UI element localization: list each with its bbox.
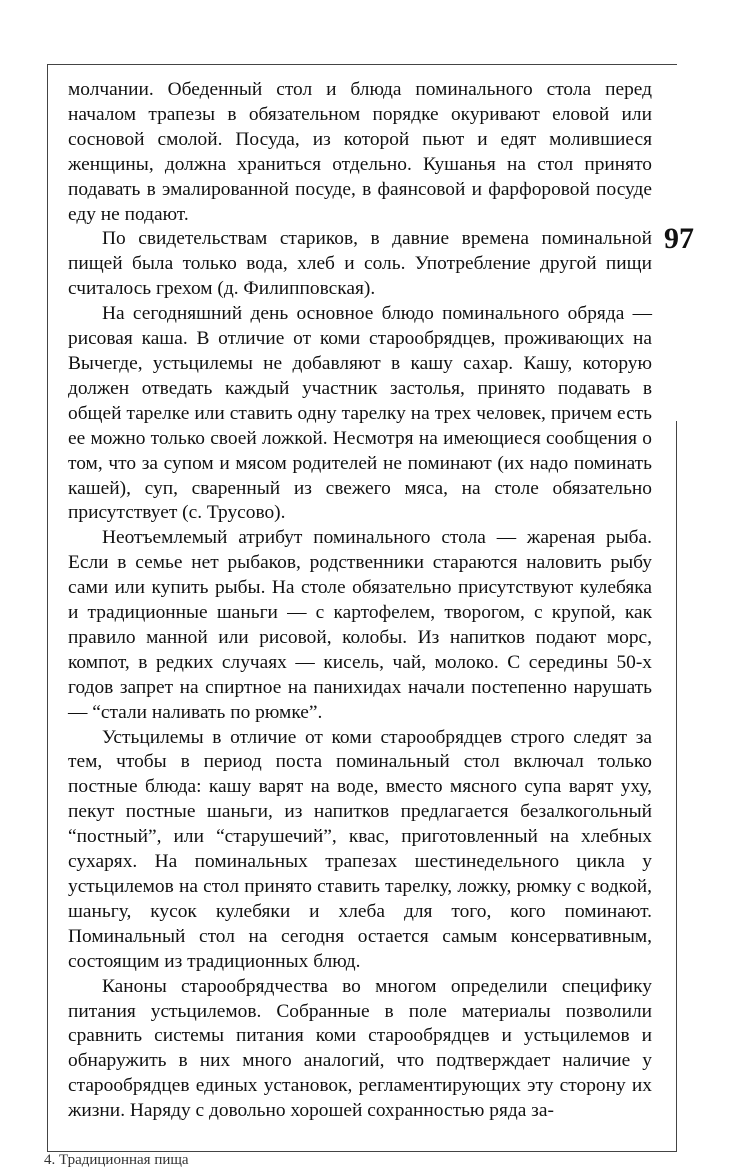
paragraph-1: молчании. Обеденный стол и блюда поминального стола перед началом трапезы в обязательном порядке окуривают еловой или сосновой смолой. Посуда, из которой пьют и едят молившиеся женщины, должна храниться отдельно. Кушанья на стол принято подавать в эмалированной посуде, в фаянсовой и фарфоровой посуде еду не подают. (68, 79, 652, 225)
paragraph-3: На сегодняшний день основное блюдо поминального обряда — рисовая каша. В отличие от коми старообрядцев, проживающих на Вычегде, устьцилемы не добавляют в кашу сахар. Кашу, которую должен отведать каждый участник застолья, принято подавать в общей тарелке или ставить одну тарелку на трех человек, причем есть ее можно только своей ложкой. Несмотря на имеющиеся сообщения о том, что за супом и мясом родителей не поминают (их надо поминать кашей), суп, сваренный из свежего мяса, на столе обязательно присутствует (с. Трусово). (68, 303, 652, 524)
paragraph-5: Устьцилемы в отличие от коми старообрядцев строго следят за тем, чтобы в период поста поминальный стол включал только постные блюда: кашу варят на воде, вместо мясного супа варят уху, пекут постные шаньги, из напитков предлагается безалкогольный “постный”, или “старушечий”, квас, приготовленный на хлебных сухарях. На поминальных трапезах шестинедельного цикла у устьцилемов на стол принято ставить тарелку, ложку, рюмку с водкой, шаньгу, кусок кулебяки и хлеба для того, кого поминают. Поминальный стол на сегодня остается самым консервативным, состоящим из традиционных блюд. (68, 726, 652, 972)
frame-left-rule (47, 64, 48, 1152)
paragraph-6: Каноны старообрядчества во многом определили специфику питания устьцилемов. Собранные в поле материалы позволили сравнить системы питания коми старообрядцев и устьцилемов и обнаружить в них много аналогий, что подтверждает наличие у старообрядцев единых установок, регламентирующих эту сторону их жизни. Наряду с довольно хорошей сохранностью ряда за- (68, 975, 652, 1122)
frame-right-rule (676, 421, 677, 1152)
paragraph-2: По свидетельствам стариков, в давние времена поминальной пищей была только вода, хлеб и соль. Употребление другой пищи считалось грехом (д. Филипповская). (68, 228, 652, 300)
page-number: 97 (664, 222, 694, 255)
frame-top-rule (47, 64, 677, 65)
running-footer: 4. Традиционная пища (44, 1152, 189, 1168)
paragraph-4: Неотъемлемый атрибут поминального стола — жареная рыба. Если в семье нет рыбаков, родственники стараются наловить рыбу сами или купить рыбы. На столе обязательно присутствуют кулебяка и традиционные шаньги — с картофелем, творогом, с крупой, как правило манной или рисовой, колобы. Из напитков подают морс, компот, в редких случаях — кисель, чай, молоко. С середины 50-х годов запрет на спиртное на панихидах начали постепенно нарушать — “стали наливать по рюмке”. (68, 527, 652, 723)
body-text (68, 78, 652, 1124)
